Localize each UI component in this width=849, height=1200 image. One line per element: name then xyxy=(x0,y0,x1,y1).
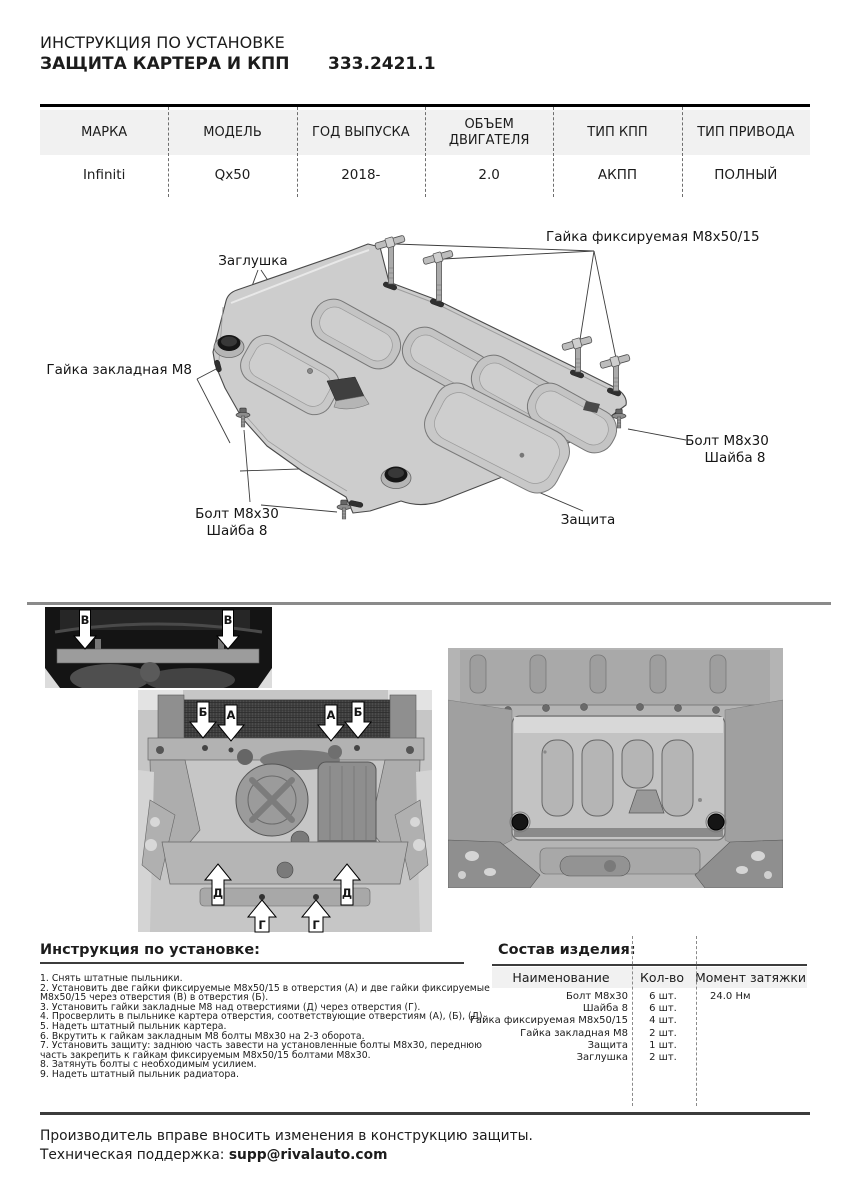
part-torque: 24.0 Нм xyxy=(710,991,751,1002)
part-torque xyxy=(696,1015,810,1027)
diagram-label-shield: Защита xyxy=(560,512,616,528)
instruction-step: 4. Просверлить в пыльнике картера отверстия, соответствующие отверстиям (А), (Б), (Д). xyxy=(40,1011,486,1023)
diagram-label-plug: Заглушка xyxy=(218,253,288,269)
vehicle-spec-table xyxy=(40,104,810,193)
photo-engine-bay xyxy=(138,690,432,932)
doc-type-title: ИНСТРУКЦИЯ ПО УСТАНОВКЕ xyxy=(40,33,285,52)
shield-plate-drawing xyxy=(213,244,626,513)
spec-value-model: Qx50 xyxy=(214,166,251,183)
part-torque xyxy=(696,1052,810,1064)
instruction-step: 8. Затянуть болты с необходимым усилием. xyxy=(40,1059,257,1071)
photo-marker-b: Б xyxy=(353,705,363,719)
support-label: Техническая поддержка: xyxy=(40,1147,229,1163)
spec-col-year: ГОД ВЫПУСКА xyxy=(311,124,410,140)
instruction-step: 1. Снять штатные пыльники. xyxy=(40,973,183,984)
spec-col-brand: МАРКА xyxy=(81,124,128,140)
part-qty: 4 шт. xyxy=(649,1015,677,1027)
install-photos xyxy=(0,604,849,940)
photo-marker-d: Д xyxy=(341,886,353,900)
parts-col-name: Наименование xyxy=(512,970,610,985)
spec-value-gearbox: АКПП xyxy=(597,166,638,183)
part-name: Шайба 8 xyxy=(582,1003,628,1015)
part-name: Заглушка xyxy=(576,1051,628,1063)
diagram-label-bolt-left: Болт М8х30 xyxy=(195,506,279,522)
instruction-step: 6. Вкрутить к гайкам закладным М8 болты М8х30 на 2-3 оборота. xyxy=(40,1030,365,1042)
parts-row xyxy=(450,1028,810,1040)
spec-col-drive: ТИП ПРИВОДА xyxy=(697,124,795,140)
photo-marker-b: Б xyxy=(198,705,208,719)
instructions-title: Инструкция по установке: xyxy=(40,942,260,958)
spec-column-divider xyxy=(553,107,554,197)
spec-value-engine: 2.0 xyxy=(478,166,500,183)
photo-marker-a: А xyxy=(226,708,236,722)
spec-col-model: МОДЕЛЬ xyxy=(203,124,262,140)
parts-rule xyxy=(492,964,807,966)
diagram-label-insert-nut: Гайка закладная М8 xyxy=(46,362,192,378)
spec-column-divider xyxy=(682,107,683,197)
photo-marker-g: Г xyxy=(312,918,320,932)
part-qty: 2 шт. xyxy=(649,1027,677,1039)
spec-value-brand: Infiniti xyxy=(82,166,126,183)
instructions-list xyxy=(40,974,508,1080)
spec-value-drive: ПОЛНЫЙ xyxy=(714,166,778,183)
part-qty: 6 шт. xyxy=(649,1003,677,1015)
parts-row xyxy=(450,1003,810,1015)
diagram-label-fixing-nut: Гайка фиксируемая М8х50/15 xyxy=(546,229,760,245)
parts-table-header xyxy=(492,967,807,988)
footer-rule xyxy=(40,1112,810,1115)
footer-notice: Производитель вправе вносить изменения в конструкцию защиты. xyxy=(40,1128,533,1144)
part-torque xyxy=(696,1003,810,1015)
part-name: Гайка закладная М8 xyxy=(520,1027,628,1039)
part-qty: 2 шт. xyxy=(649,1051,677,1063)
parts-col-qty: Кол-во xyxy=(639,970,685,985)
photo-installed-shield xyxy=(448,648,783,888)
parts-column-divider xyxy=(696,936,697,1106)
product-name: ЗАЩИТА КАРТЕРА И КПП xyxy=(40,54,290,74)
diagram-label-bolt-right: Болт М8х30 xyxy=(685,433,769,449)
spec-col-engine: ОБЪЕМ ДВИГАТЕЛЯ xyxy=(448,116,530,148)
parts-col-torque: Момент затяжки xyxy=(694,970,807,985)
parts-row xyxy=(450,1040,810,1052)
instruction-step: 7. Установить защиту: заднюю часть завести на установленные болты М8х30, переднюю часть закрепить к гайкам фиксируемым М8х50/15 болтами М8х30. xyxy=(40,1040,482,1061)
diagram-label-washer-right: Шайба 8 xyxy=(704,450,766,466)
parts-row xyxy=(450,1052,810,1064)
part-torque xyxy=(696,1028,810,1040)
photo-marker-v: В xyxy=(80,613,90,627)
photo-marker-a: А xyxy=(326,708,336,722)
parts-title: Состав изделия: xyxy=(498,942,636,958)
photo-marker-d: Д xyxy=(212,886,224,900)
instruction-step: 5. Надеть штатный пыльник картера. xyxy=(40,1020,227,1032)
parts-row xyxy=(450,1015,810,1027)
part-torque xyxy=(696,1040,810,1052)
parts-table-rows xyxy=(450,991,810,1064)
diagram-label-washer-left: Шайба 8 xyxy=(206,523,268,539)
parts-column-divider xyxy=(632,936,633,1106)
part-name: Защита xyxy=(587,1039,628,1051)
spec-column-divider xyxy=(425,107,426,197)
part-number: 333.2421.1 xyxy=(328,54,436,74)
footer-support xyxy=(40,1147,387,1163)
instruction-step: 3. Установить гайки закладные М8 над отверстиями (Д) через отверстия (Г). xyxy=(40,1001,421,1013)
part-name: Гайка фиксируемая М8х50/15 xyxy=(469,1015,628,1027)
exploded-diagram xyxy=(0,220,849,570)
spec-col-gearbox: ТИП КПП xyxy=(587,124,648,140)
photo-bumper-underside xyxy=(45,607,272,692)
spec-column-divider xyxy=(297,107,298,197)
instruction-step: 9. Надеть штатный пыльник радиатора. xyxy=(40,1068,239,1080)
instructions-rule xyxy=(40,962,464,964)
part-qty: 1 шт. xyxy=(649,1039,677,1051)
spec-value-year: 2018- xyxy=(341,166,381,183)
support-email: supp@rivalauto.com xyxy=(228,1147,388,1163)
part-name: Болт М8х30 xyxy=(565,991,628,1002)
parts-row xyxy=(450,991,810,1003)
photo-marker-v: В xyxy=(223,613,233,627)
part-qty: 6 шт. xyxy=(649,991,677,1002)
photo-marker-g: Г xyxy=(258,918,266,932)
spec-column-divider xyxy=(168,107,169,197)
instruction-step: 2. Установить две гайки фиксируемые М8х50/15 в отверстия (А) и две гайки фиксируемые М8х50/15 через отверстия (В) в отверстия (Б). xyxy=(40,982,490,1004)
